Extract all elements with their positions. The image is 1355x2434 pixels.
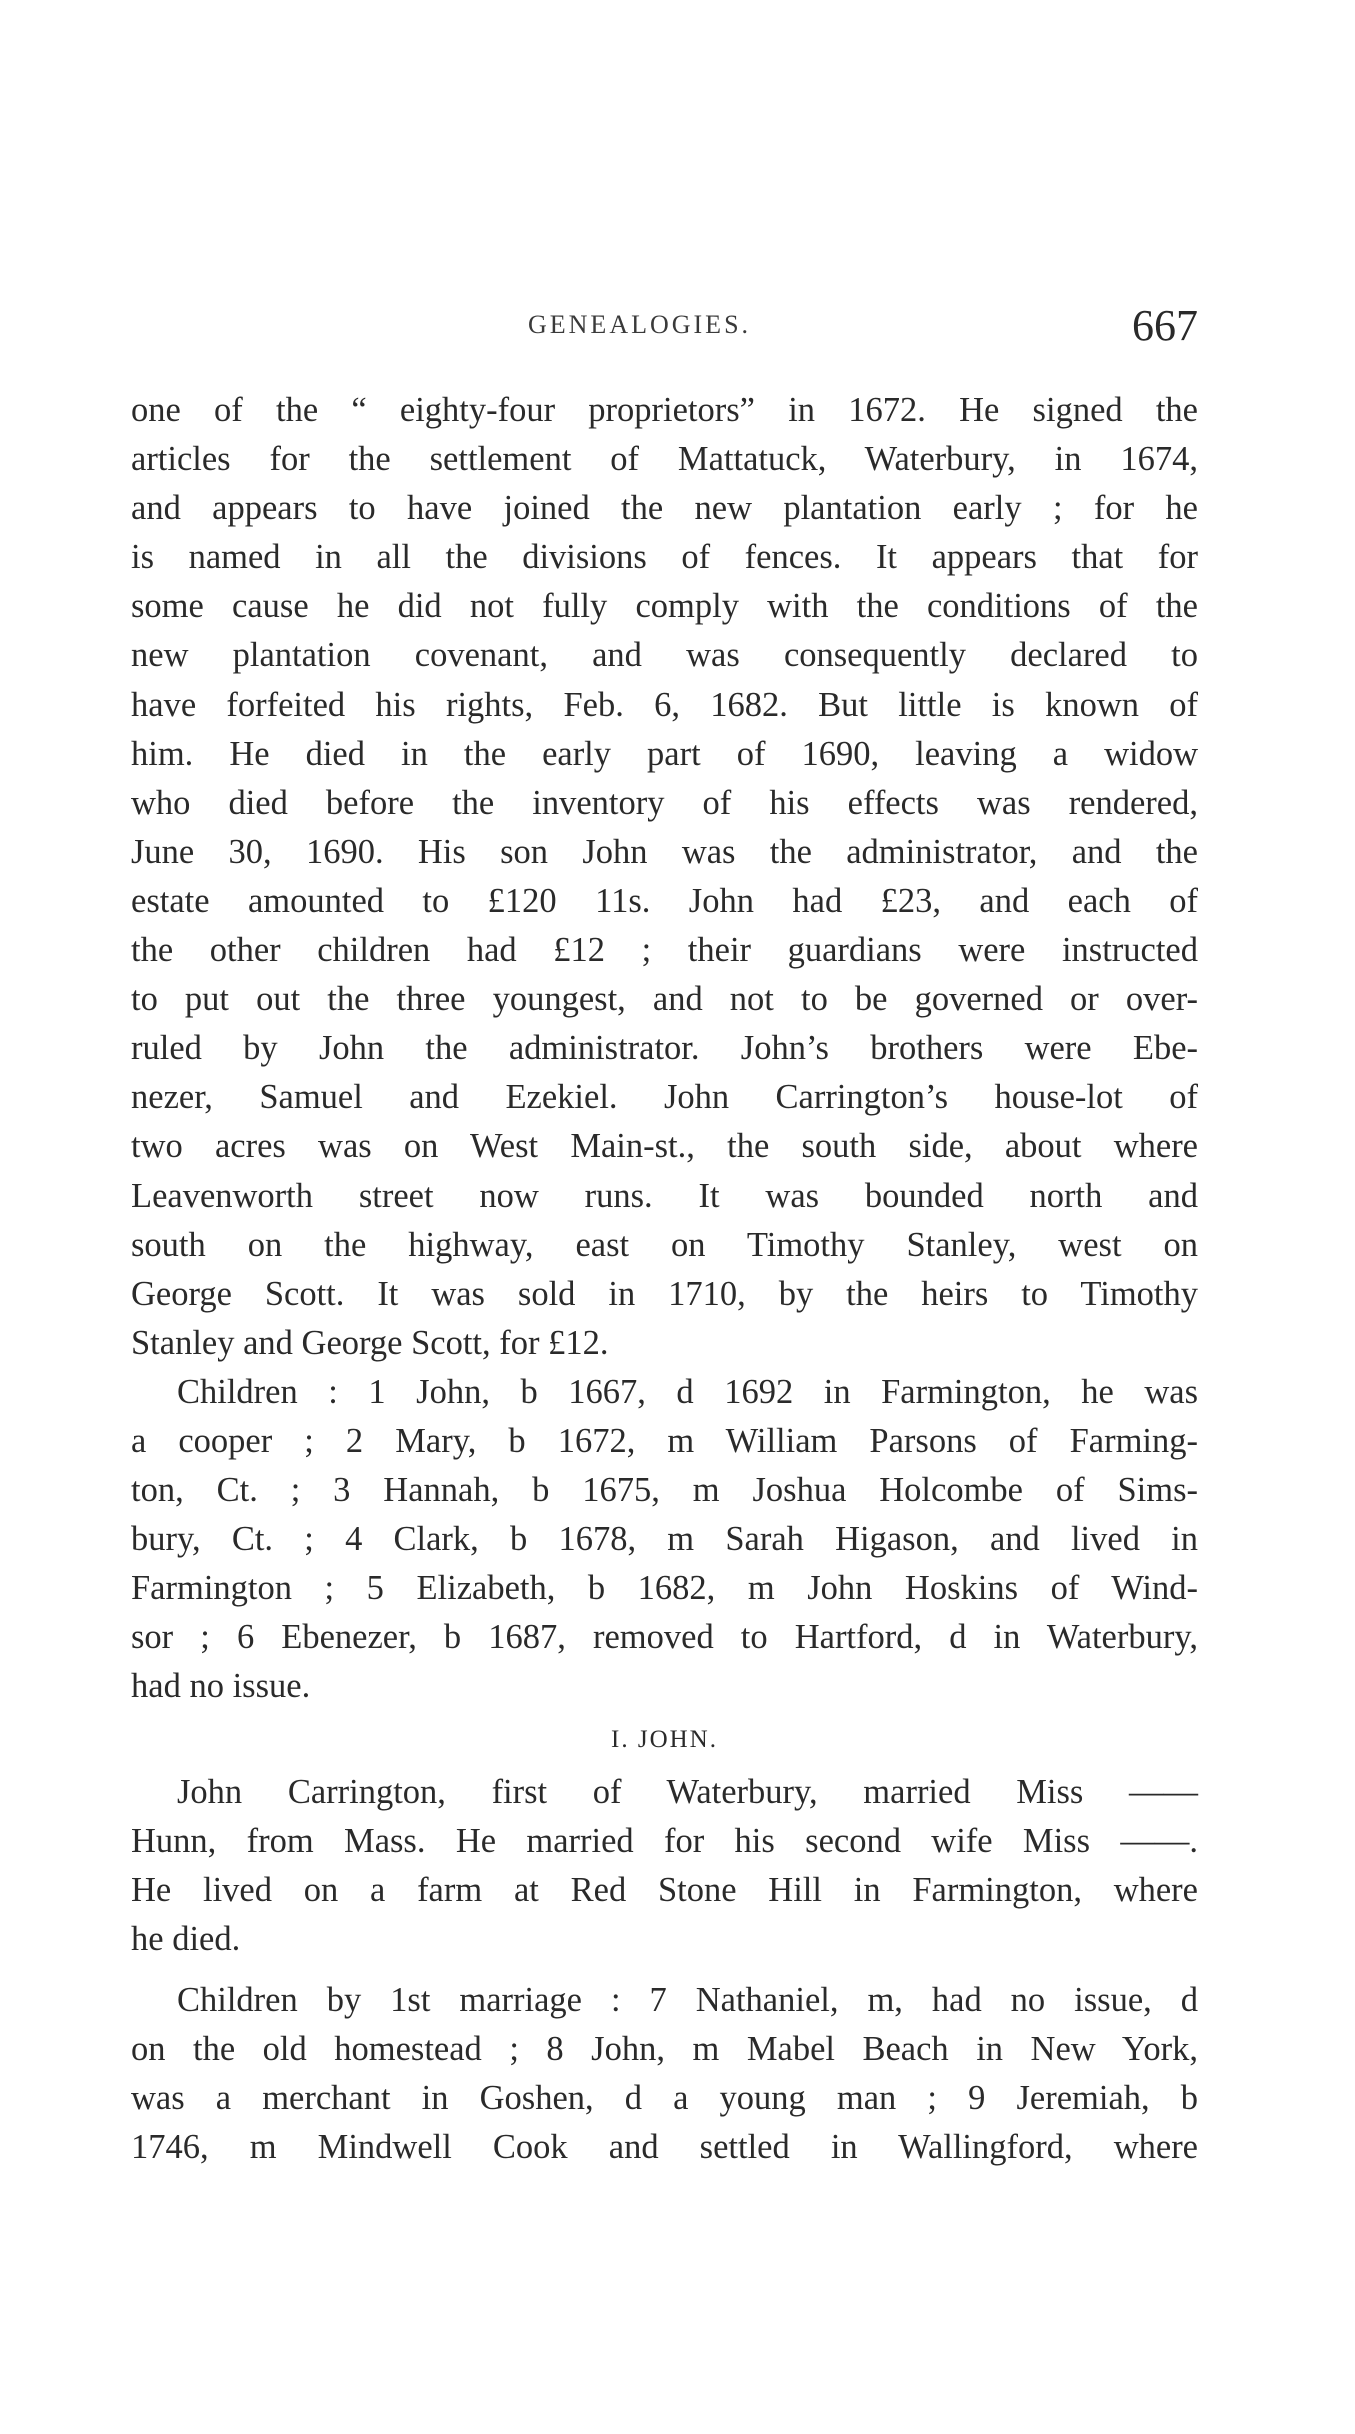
running-head — [0, 300, 1355, 360]
text-line: Leavenworth street now runs. It was bounded north and — [131, 1176, 1198, 1215]
text-line: Hunn, from Mass. He married for his second wife Miss ——. — [131, 1821, 1198, 1860]
text-line: and appears to have joined the new plantation early ; for he — [131, 489, 1198, 528]
text-line: on the old homestead ; 8 John, m Mabel Beach in New York, — [131, 2030, 1198, 2068]
text-line: Stanley and George Scott, for £12. — [131, 1323, 609, 1362]
text-line: sor ; 6 Ebenezer, b 1687, removed to Hartford, d in Waterbury, — [131, 1618, 1198, 1657]
text-line: he died. — [131, 1919, 241, 1958]
text-line: have forfeited his rights, Feb. 6, 1682. But little is known of — [131, 685, 1198, 724]
paragraph-1 — [131, 386, 1198, 1368]
text-line: had no issue. — [131, 1667, 311, 1706]
text-line: articles for the settlement of Mattatuck, Waterbury, in 1674, — [131, 440, 1198, 479]
text-line: Children : 1 John, b 1667, d 1692 in Farmington, he was — [177, 1372, 1198, 1411]
text-line: ton, Ct. ; 3 Hannah, b 1675, m Joshua Holcombe of Sims- — [131, 1471, 1198, 1510]
paragraph-3 — [131, 1768, 1198, 1964]
text-line: a cooper ; 2 Mary, b 1672, m William Parsons of Farming- — [131, 1421, 1198, 1460]
text-line: June 30, 1690. His son John was the administrator, and the — [131, 832, 1198, 871]
body-text — [131, 386, 1198, 2172]
text-line: two acres was on West Main-st., the south side, about where — [131, 1127, 1198, 1166]
text-line: nezer, Samuel and Ezekiel. John Carrington’s house-lot of — [131, 1078, 1198, 1117]
text-line: He lived on a farm at Red Stone Hill in Farmington, where — [131, 1870, 1198, 1909]
text-line: who died before the inventory of his effects was rendered, — [131, 783, 1198, 822]
text-line: to put out the three youngest, and not to be governed or over- — [131, 980, 1198, 1019]
text-line: George Scott. It was sold in 1710, by the heirs to Timothy — [131, 1274, 1198, 1313]
text-line: John Carrington, first of Waterbury, married Miss —— — [177, 1772, 1198, 1811]
paragraph-2 — [131, 1368, 1198, 1712]
page-number: 667 — [1132, 301, 1198, 350]
text-line: is named in all the divisions of fences. It appears that for — [131, 538, 1198, 577]
text-line: bury, Ct. ; 4 Clark, b 1678, m Sarah Higason, and lived in — [131, 1520, 1198, 1559]
text-line: one of the “ eighty-four proprietors” in 1672. He signed the — [131, 391, 1198, 429]
text-line: him. He died in the early part of 1690, leaving a widow — [131, 734, 1198, 773]
text-line: was a merchant in Goshen, d a young man ; 9 Jeremiah, b — [131, 2079, 1198, 2118]
running-title: GENEALOGIES. — [528, 310, 752, 339]
text-line: Children by 1st marriage : 7 Nathaniel, m, had no issue, d — [177, 1980, 1198, 2019]
text-line: estate amounted to £120 11s. John had £23, and each of — [131, 881, 1198, 920]
text-line: 1746, m Mindwell Cook and settled in Wallingford, where — [131, 2128, 1198, 2167]
paragraph-4 — [131, 1976, 1198, 2172]
text-line: south on the highway, east on Timothy Stanley, west on — [131, 1225, 1198, 1264]
section-heading: I. JOHN. — [611, 1725, 718, 1753]
text-line: Farmington ; 5 Elizabeth, b 1682, m John Hoskins of Wind- — [131, 1569, 1198, 1608]
text-line: the other children had £12 ; their guardians were instructed — [131, 931, 1198, 970]
text-line: new plantation covenant, and was consequently declared to — [131, 636, 1198, 675]
text-line: ruled by John the administrator. John’s brothers were Ebe- — [131, 1029, 1198, 1068]
text-line: some cause he did not fully comply with the conditions of the — [131, 587, 1198, 626]
